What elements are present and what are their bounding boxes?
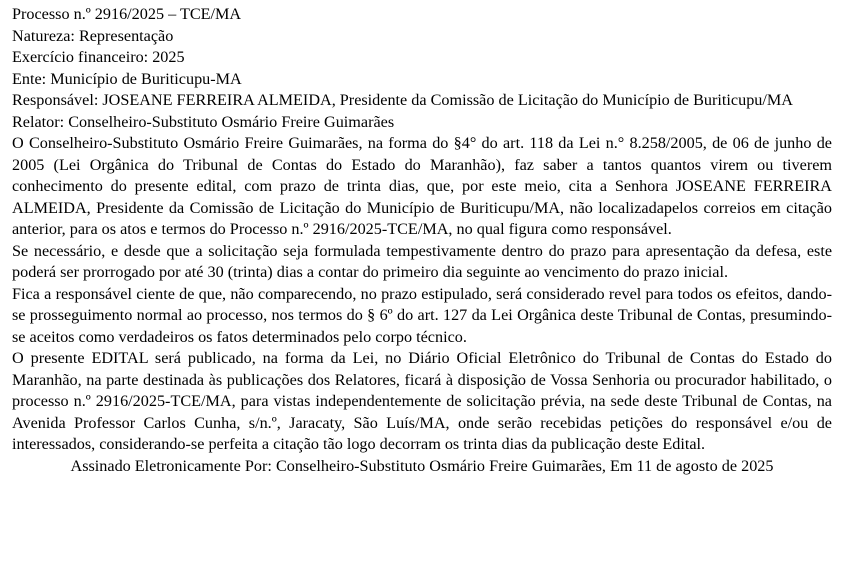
process-number: Processo n.º 2916/2025 – TCE/MA [12, 5, 242, 23]
fiscal-year-line: Exercício financeiro: 2025 [12, 48, 185, 66]
entity-line: Ente: Município de Buriticupu-MA [12, 69, 242, 88]
nature-line: Natureza: Representação [12, 26, 174, 45]
default-paragraph: Fica a responsável ciente de que, não comparecendo, no prazo estipulado, será considerado revel para todos os efeitos, dando-se prosseguimento normal ao processo, nos termos do § 6º do art. 127 da Lei Orgânica deste Tribunal de Contas, presumindo-se aceitos como verdadeiros os fatos determinados pelo corpo técnico. [12, 284, 832, 346]
edital-document [12, 4, 832, 477]
signature-line: Assinado Eletronicamente Por: Conselheiro-Substituto Osmário Freire Guimarães, Em 11 de agosto de 2025 [70, 456, 774, 475]
extension-paragraph: Se necessário, e desde que a solicitação seja formulada tempestivamente dentro do prazo para apresentação da defesa, este poderá ser prorrogado por até 30 (trinta) dias a contar do primeiro dia seguinte ao vencimento do prazo inicial. [12, 241, 832, 281]
rapporteur-line: Relator: Conselheiro-Substituto Osmário Freire Guimarães [12, 112, 395, 131]
responsible-line: Responsável: JOSEANE FERREIRA ALMEIDA, Presidente da Comissão de Licitação do Município de Buriticupu/MA [12, 91, 793, 109]
citation-paragraph: O Conselheiro-Substituto Osmário Freire Guimarães, na forma do §4° do art. 118 da Lei n.° 8.258/2005, de 06 de junho de 2005 (Lei Orgânica do Tribunal de Contas do Estado do Maranhão), faz saber a tantos quantos virem ou tiverem conhecimento do presente edital, com prazo de trinta dias, que, por este meio, cita a Senhora JOSEANE FERREIRA ALMEIDA, Presidente da Comissão de Licitação do Município de Buriticupu/MA, não localizadapelos correios em citação anterior, para os atos e termos do Processo n.º 2916/2025-TCE/MA, no qual figura como responsável. [12, 134, 832, 238]
publication-paragraph: O presente EDITAL será publicado, na forma da Lei, no Diário Oficial Eletrônico do Tribunal de Contas do Estado do Maranhão, na parte destinada às publicações dos Relatores, ficará à disposição de Vossa Senhoria ou procurador habilitado, o processo n.º 2916/2025-TCE/MA, para vistas independentemente de solicitação prévia, na sede deste Tribunal de Contas, na Avenida Professor Carlos Cunha, s/n.º, Jaracaty, São Luís/MA, onde serão recebidas petições do responsável e/ou de interessados, considerando-se perfeita a citação tão logo decorram os trinta dias da publicação deste Edital. [12, 349, 832, 453]
